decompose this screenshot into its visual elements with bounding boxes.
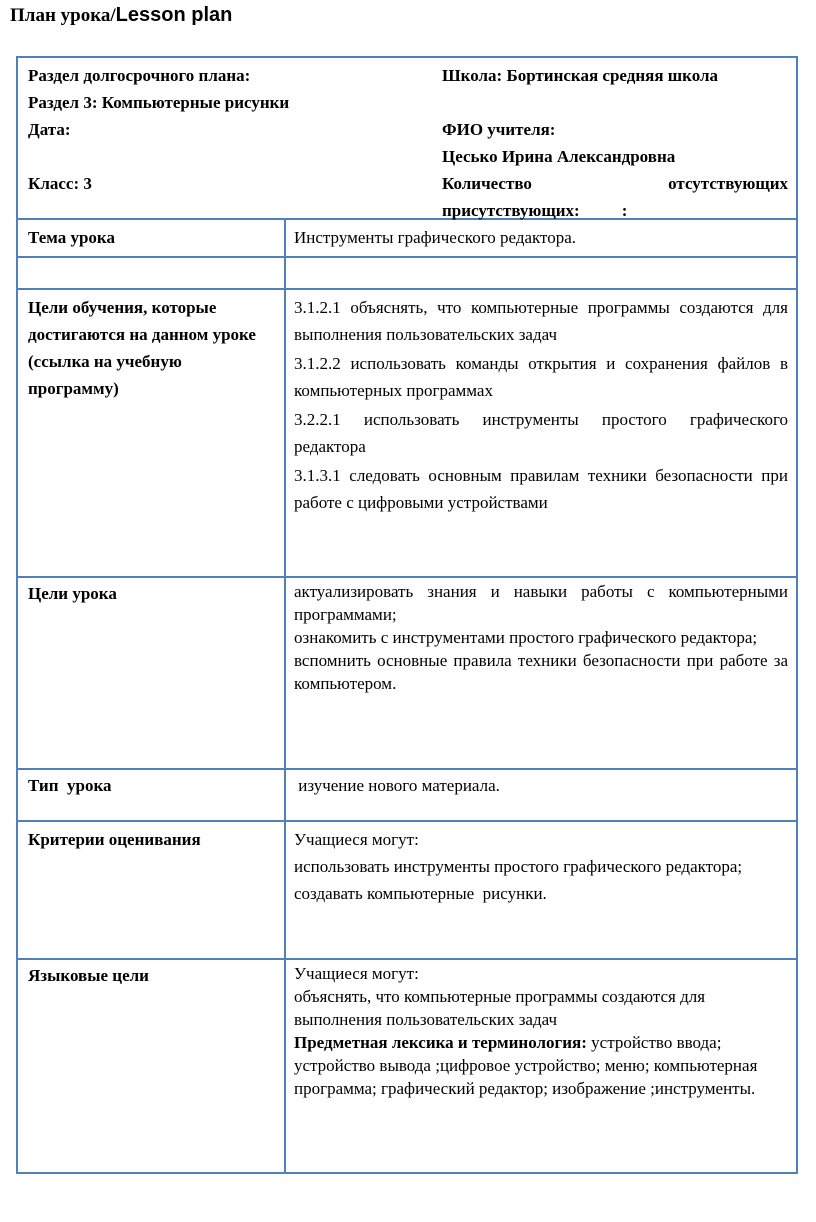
header-left [28,62,428,197]
objectives-list [294,294,788,516]
topic-value: Инструменты графического редактора. [294,228,577,247]
lesson-plan-table [16,56,798,1174]
date-label: Дата: [28,120,71,139]
class-label: Класс: 3 [28,174,92,193]
objective-item: 3.1.3.1 следовать основным правилам техники безопасности при работе с цифровыми устройствами [294,466,788,512]
row-divider [18,820,796,822]
objectives-label: Цели обучения, которые достигаются на данном уроке (ссылка на учебную программу) [28,298,256,398]
goals-label: Цели урока [28,584,117,603]
row-divider [18,576,796,578]
language-goals [294,962,788,1100]
type-value: изучение нового материала. [294,776,500,795]
present-count-label: присутствующих: : [442,201,628,220]
objective-item: 3.1.2.2 использовать команды открытия и сохранения файлов в компьютерных программах [294,354,788,400]
language-intro: Учащиеся могут: [294,964,419,983]
criteria-intro: Учащиеся могут: [294,830,419,849]
goal-item: ознакомить с инструментами простого графического редактора; [294,628,758,647]
row-divider [18,768,796,770]
goal-item: вспомнить основные правила техники безопасности при работе за компьютером. [294,651,788,693]
goals-list [294,580,788,695]
title-ru: План урока/ [10,5,116,26]
school-label: Школа: Бортинская средняя школа [442,66,719,85]
language-line: объяснять, что компьютерные программы создаются для выполнения пользовательских задач [294,987,706,1029]
topic-label: Тема урока [28,228,115,247]
criteria-label: Критерии оценивания [28,830,201,849]
section-label: Раздел долгосрочного плана: [28,66,251,85]
row-divider [18,958,796,960]
header-right [442,62,788,224]
title-en: Lesson plan [115,4,233,26]
vocabulary-label: Предметная лексика и терминология: [294,1033,587,1052]
teacher-label: ФИО учителя: [442,120,556,139]
row-divider [18,288,796,290]
absent-count-label: Количество отсутствующих [442,174,788,193]
section-value: Раздел 3: Компьютерные рисунки [28,93,290,112]
criteria-item: использовать инструменты простого графического редактора; [294,857,743,876]
vocabulary [294,1031,788,1100]
objective-item: 3.2.2.1 использовать инструменты простого графического редактора [294,410,788,456]
page-title [10,4,232,27]
criteria-item: создавать компьютерные рисунки. [294,884,547,903]
criteria-list [294,826,788,907]
goal-item: актуализировать знания и навыки работы с компьютерными программами; [294,582,788,624]
objective-item: 3.1.2.1 объяснять, что компьютерные программы создаются для выполнения пользовательских задач [294,298,788,344]
type-label: Тип урока [28,776,112,795]
teacher-name: Цесько Ирина Александровна [442,147,676,166]
language-label: Языковые цели [28,966,149,985]
vocabulary-text: устройство ввода; устройство вывода ;цифровое устройство; меню; компьютерная программа; графический редактор; изображение ;инструменты. [294,1033,758,1098]
column-divider [284,218,286,1172]
row-divider [18,256,796,258]
